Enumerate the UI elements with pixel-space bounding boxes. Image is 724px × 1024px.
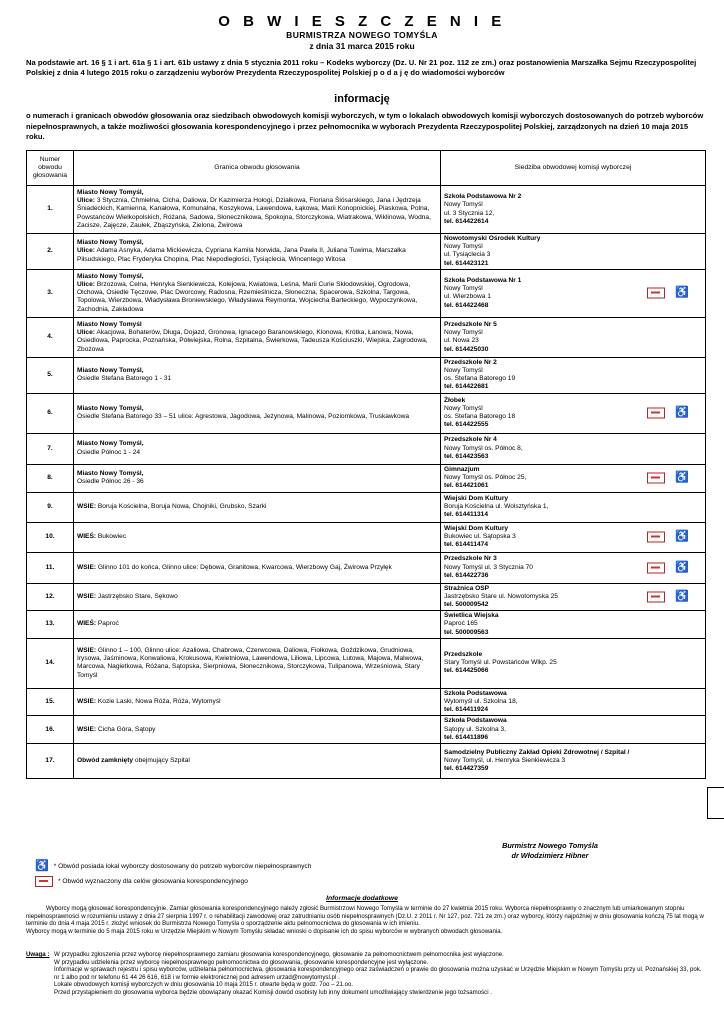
seat-name: Żłobek	[444, 396, 466, 404]
wheelchair-icon: ♿	[675, 530, 689, 543]
seat-address: os. Stefana Batorego 18	[444, 413, 516, 421]
seat-phone: tel. 614425030	[444, 345, 489, 353]
seat-address: Nowy Tomyśl	[444, 404, 483, 412]
district-streets: Cicha Góra, Sątopy	[97, 725, 156, 733]
district-boundary	[74, 638, 441, 688]
table-row	[27, 357, 706, 393]
seat-name: Strażnica OSP	[444, 584, 490, 592]
margin-tab	[707, 787, 724, 819]
seat-phone: tel. 614422681	[444, 383, 489, 391]
seat-name: Przedszkole	[444, 651, 483, 659]
commission-seat	[441, 186, 706, 234]
seat-phone: tel. 500009563	[444, 628, 489, 636]
district-boundary	[74, 464, 441, 492]
table-row	[27, 522, 706, 552]
district-streets: Boruja Kościelna, Boruja Nowa, Chojniki, Grubsko, Szarki	[97, 503, 267, 511]
seat-name: Przedszkole Nr 2	[444, 358, 497, 366]
seat-name: Szkoła Podstawowa Nr 2	[444, 193, 522, 201]
remarks-label: Uwaga :	[26, 951, 50, 958]
table-row	[27, 744, 706, 779]
district-number: 15.	[27, 688, 74, 716]
district-prefix: WSIE:	[77, 563, 97, 571]
commission-seat	[441, 552, 706, 583]
seat-address: Nowy Tomyśl	[444, 367, 483, 375]
remark-line: W przypadku zgłoszenia przez wyborcę niepełnosprawnego zamiaru głosowania korespondencyjnego, głosowanie za pełnomocnictwem pełnomocnika jest wyłączone.	[54, 951, 504, 958]
seat-phone: tel. 614422555	[444, 421, 489, 429]
seat-phone: tel. 614423121	[444, 259, 489, 267]
seat-address: Nowy Tomyśl	[444, 243, 483, 251]
seat-phone: tel. 614411896	[444, 733, 488, 741]
district-streets: Brzozowa, Celna, Henryka Sienkiewicza, Kolejowa, Kwiatowa, Leśna, Marii Curie Skłodowskiej, Ogrodowa, Olchowa, Osiedle Tęczowe, Plac Dworcowy, Radosna, Rzemieślnicza, Słoneczna, Spacerowa, Szkolna, Targowa, Topolowa, Wierzbowa, Władysława Broniewskiego, Władysława Reymonta, Wojciecha Barteckiego, Wypoczynkowa, Zachodnia, Zakładowa	[77, 281, 418, 313]
district-boundary	[74, 186, 441, 234]
district-number: 10.	[27, 522, 74, 552]
district-prefix: WSIE:	[77, 592, 97, 600]
district-streets: obejmujący Szpital	[134, 756, 190, 764]
seat-phone: tel. 614411924	[444, 706, 488, 714]
district-prefix: Obwód zamknięty	[77, 756, 134, 764]
legend-accessible	[35, 861, 311, 872]
seat-name: Gimnazjum	[444, 465, 480, 473]
commission-seat	[441, 357, 706, 393]
commission-seat	[441, 744, 706, 779]
district-town: Miasto Nowy Tomyśl,	[77, 440, 144, 448]
envelope-icon	[647, 288, 665, 299]
table-row	[27, 464, 706, 492]
district-boundary	[74, 744, 441, 779]
district-boundary	[74, 269, 441, 317]
seat-address: Nowy Tomyśl ul. 3 Stycznia 70	[444, 563, 533, 571]
district-streets: Akacjowa, Bohaterów, Długa, Dojazd, Gronowa, Ignacego Baranowskiego, Klonowa, Krótka, Łanowa, Nowa, Osiedlowa, Paprocka, Poznańska, Półwiejska, Rolna, Szpitalna, Świerkowa, Tadeusza Kościuszki, Wiejska, Zagrodowa, Zbożowa	[77, 329, 428, 353]
table-row	[27, 716, 706, 744]
seat-phone: tel. 614411314	[444, 511, 488, 519]
district-number: 14.	[27, 638, 74, 688]
commission-seat	[441, 522, 706, 552]
extra-info-p2: Wyborcy mogą w terminie do 5 maja 2015 roku w Urzędzie Miejskim w Nowym Tomyślu składać wnioski o dopisanie ich do spisu wyborców w wybranych obwodach głosowania.	[26, 927, 503, 935]
seat-phone: tel. 614427359	[444, 765, 489, 773]
table-row	[27, 492, 706, 522]
table-row	[27, 688, 706, 716]
commission-seat	[441, 688, 706, 716]
table-row	[27, 269, 706, 317]
extra-info-p1: Wyborcy mogą głosować korespondencyjnie. Zamiar głosowania korespondencyjnego należy zgłosić Burmistrzowi Nowego Tomyśla w terminie do 27 kwietnia 2015 roku. Wyborca niepełnosprawny o znacznym lub umiarkowanym stopniu niepełnosprawności w rozumieniu ustawy z dnia 27 sierpnia 1997 r. o rehabilitacji zawodowej oraz zatrudnianiu osób niepełnosprawnych (Dz.U. z 2011 r. Nr 127, poz. 721 ze zm.) oraz wyborcy, którzy najpóźniej w dniu głosowania kończą 75 lat mogą w terminie do dnia 4 maja 2015 r. złożyć wniosek do Burmistrza Nowego Tomyśla o sporządzenie aktu pełnomocnictwa do głosowania w ich imieniu.	[26, 905, 704, 928]
legal-preamble: Na podstawie art. 16 § 1 i art. 61a § 1 i art. 61b ustawy z dnia 5 stycznia 2011 roku – Kodeks wyborczy (Dz. U. Nr 21 poz. 112 ze zm.) oraz postanowienia Marszałka Sejmu Rzeczypospolitej Polskiej z dnia 4 lutego 2015 roku o zarządzeniu wyborów Prezydenta Rzeczypospolitej Polskiej p o d a j ę do wiadomości wyborców	[26, 58, 697, 77]
seat-address: ul. Nowa 23	[444, 337, 479, 345]
seat-name: Szkoła Podstawowa Nr 1	[444, 276, 522, 284]
seat-address: Nowy Tomyśl os. Północ 25,	[444, 474, 527, 482]
seat-name: Wiejski Dom Kultury	[444, 494, 509, 502]
legend-accessible-text: * Obwód posiada lokal wyborczy dostosowany do potrzeb wyborców niepełnosprawnych	[53, 863, 312, 870]
seat-name: Wiejski Dom Kultury	[444, 524, 509, 532]
table-row	[27, 234, 706, 270]
seat-name: Szkoła Podstawowa	[444, 717, 507, 725]
envelope-icon	[647, 562, 665, 573]
polling-districts-table	[26, 150, 706, 779]
table-row	[27, 317, 706, 357]
seat-icons	[647, 562, 689, 573]
district-town: Miasto Nowy Tomyśl	[77, 320, 142, 328]
intro-paragraph: o numerach i granicach obwodów głosowania oraz siedzibach obwodowych komisji wyborczych, w tym o lokalach obwodowych komisji wyborczych dostosowanych do potrzeb wyborców niepełnosprawnych, a także możliwości głosowania korespondencyjnego i przez pełnomocnika w wyborach Prezydenta Rzeczypospolitej Polskiej, zarządzonych na dzień 10 maja 2015 roku.	[26, 111, 704, 141]
seat-name: Samodzielny Publiczny Zakład Opieki Zdrowotnej / Szpital /	[444, 748, 630, 756]
district-streets: Kozie Laski, Nowa Róża, Róża, Wytomyśl	[97, 698, 221, 706]
header-seat: Siedziba obwodowej komisji wyborczej	[441, 151, 706, 186]
district-boundary	[74, 492, 441, 522]
district-prefix: Ulice:	[77, 197, 95, 205]
remark-line: Przed przystąpieniem do głosowania wyborca będzie obowiązany okazać Komisji dowód osobisty lub inny dokument umożliwiający stwierdzenie jego tożsamości .	[54, 988, 492, 996]
envelope-icon	[647, 408, 665, 419]
district-number: 13.	[27, 611, 74, 639]
legend-mail-text: * Obwód wyznaczony dla celów głosowania korespondencyjnego	[58, 878, 248, 885]
seat-phone: tel. 614422468	[444, 301, 489, 309]
seat-address: ul. Wierzbowa 1	[444, 293, 491, 301]
wheelchair-icon: ♿	[35, 860, 49, 872]
table-row	[27, 186, 706, 234]
seat-phone: tel. 614422736	[444, 571, 489, 579]
district-prefix: Ulice:	[77, 281, 95, 288]
signature-title: Burmistrz Nowego Tomyśla	[502, 841, 598, 850]
district-boundary	[74, 583, 441, 611]
seat-address: ul. Tysiąclecia 3	[444, 251, 491, 259]
commission-seat	[441, 583, 706, 611]
district-number: 12.	[27, 583, 74, 611]
remark-line: W przypadku udzielenia przez wyborcę niepełnosprawnego pełnomocnictwa do głosowania, głosowanie korespondencyjne jest wyłączone.	[54, 958, 429, 966]
seat-address: Nowy Tomyśl os. Północ 8,	[444, 444, 523, 452]
notice-date: z dnia 31 marca 2015 roku	[309, 41, 415, 51]
extra-info-title: Informacje dodatkowe	[326, 895, 398, 902]
notice-title: O B W I E S Z C Z E N I E	[218, 13, 506, 30]
district-streets: Bukowiec	[97, 533, 127, 541]
district-number: 3.	[27, 269, 74, 317]
district-boundary	[74, 317, 441, 357]
district-town: Miasto Nowy Tomyśl,	[77, 367, 144, 375]
district-town: Miasto Nowy Tomyśl,	[77, 404, 144, 412]
header-number: Numer obwodu głosowania	[27, 151, 74, 186]
seat-address: Nowy Tomyśl, ul. Henryka Sienkiewicza 3	[444, 756, 566, 764]
seat-icons	[647, 288, 689, 299]
remarks	[26, 951, 706, 997]
commission-seat	[441, 716, 706, 744]
commission-seat	[441, 638, 706, 688]
seat-name: Szkoła Podstawowa	[444, 689, 507, 697]
district-streets: Osiedle Stefana Batorego 33 – 51 ulice: Agrestowa, Jagodowa, Jeżynowa, Malinowa, Poziomkowa, Truskawkowa	[77, 413, 410, 421]
district-number: 11.	[27, 552, 74, 583]
district-prefix: WIEŚ:	[77, 533, 97, 541]
district-streets: Adama Asnyka, Adama Mickiewicza, Cypriana Kamila Norwida, Jana Pawła II, Juliana Tuwima, Marszałka Piłsudskiego, Plac Fryderyka Chopina, Plac Niepodległości, Tysiąclecia, Wincentego Witosa	[77, 247, 406, 263]
district-number: 4.	[27, 317, 74, 357]
commission-seat	[441, 393, 706, 433]
district-streets: Osiedle Północ 1 - 24	[77, 448, 141, 456]
seat-address: ul. 3 Stycznia 12,	[444, 209, 495, 217]
table-row	[27, 638, 706, 688]
wheelchair-icon: ♿	[675, 406, 689, 419]
seat-phone: tel. 614425066	[444, 667, 489, 675]
district-number: 5.	[27, 357, 74, 393]
info-heading: informację	[334, 93, 390, 105]
district-boundary	[74, 234, 441, 270]
district-streets: Glinno 1 – 100, Glinno ulice: Azaliowa, Chabrowa, Czerwcowa, Daliowa, Fiołkowa, Goździkowa, Grudniowa, Irysowa, Jaśminowa, Konwaliowa, Krokusowa, Kwietniowa, Lawendowa, Liliowa, Lipcowa, Lutowa, Majowa, Malwowa, Marcowa, Nagietkowa, Różana, Sątopska, Sierpniowa, Słonecznikowa, Storczykowa, Tulipanowa, Wrześniowa, Stary Tomyśl	[77, 646, 424, 679]
district-streets: Glinno 101 do końca, Glinno ulice: Dębowa, Granitowa, Kwarcowa, Wierzbowy Gaj, Żwirowa Przyłęk	[97, 563, 392, 571]
seat-name: Świetlica Wiejska	[444, 612, 499, 620]
wheelchair-icon: ♿	[675, 286, 689, 299]
district-town: Miasto Nowy Tomyśl,	[77, 239, 144, 247]
wheelchair-icon: ♿	[675, 590, 689, 603]
district-town: Miasto Nowy Tomyśl,	[77, 469, 144, 477]
district-boundary	[74, 433, 441, 464]
signature-name: dr Włodzimierz Hibner	[511, 850, 589, 860]
seat-address: Nowy Tomyśl	[444, 285, 483, 293]
commission-seat	[441, 611, 706, 639]
table-body	[27, 186, 706, 779]
district-streets: 3 Stycznia, Chmielna, Cicha, Daliowa, Dr Kazimierza Hołogi, Działkowa, Floriana Ślósarskiego, Jana i Jędrzeja Śniadeckich, Kamienna, Kanałowa, Komunalna, Koszykowa, Lawendowa, Łąkowa, Marii Konopnickiej, Piaskowa, Polna, Powstańców Wielkopolskich, Różana, Sadowa, Słonecznikowa, Spokojna, Storczykowa, Wiatrakowa, Wiklinowa, Wodna, Zacisze, Zajęcze, Zaułek, Zbąszyńska, Zielona, Żwirowa	[77, 197, 431, 229]
seat-address: Stary Tomyśl ul. Powstańców Wlkp. 25	[444, 659, 557, 667]
table-row	[27, 583, 706, 611]
signature	[470, 841, 630, 860]
district-number: 9.	[27, 492, 74, 522]
district-town: Miasto Nowy Tomyśl,	[77, 272, 144, 280]
district-number: 2.	[27, 234, 74, 270]
district-number: 8.	[27, 464, 74, 492]
seat-phone: tel. 614422614	[444, 217, 489, 225]
commission-seat	[441, 464, 706, 492]
table-row	[27, 611, 706, 639]
district-streets: Osiedle Stefana Batorego 1 - 31	[77, 375, 172, 383]
district-boundary	[74, 393, 441, 433]
envelope-icon	[647, 532, 665, 543]
table-header-row	[27, 151, 706, 186]
seat-name: Nowotomyski Ośrodek Kultury	[444, 235, 541, 242]
extra-info	[26, 905, 706, 935]
district-number: 7.	[27, 433, 74, 464]
seat-phone: tel. 500009542	[444, 601, 489, 609]
seat-name: Przedszkole Nr 5	[444, 320, 497, 328]
seat-icons	[647, 532, 689, 543]
district-boundary	[74, 522, 441, 552]
envelope-icon	[647, 591, 665, 602]
seat-phone: tel. 614411474	[444, 541, 488, 549]
wheelchair-icon: ♿	[675, 471, 689, 484]
table-row	[27, 433, 706, 464]
seat-icons	[647, 591, 689, 602]
commission-seat	[441, 269, 706, 317]
district-streets: Osiedle Północ 26 - 36	[77, 478, 144, 486]
district-prefix: WSIE:	[77, 698, 97, 706]
commission-seat	[441, 492, 706, 522]
district-number: 17.	[27, 744, 74, 779]
seat-address: Boruja Kościelna ul. Wolsztyńska 1,	[444, 503, 549, 511]
district-town: Miasto Nowy Tomyśl,	[77, 188, 144, 196]
seat-address: Nowy Tomyśl	[444, 329, 483, 337]
commission-seat	[441, 433, 706, 464]
seat-name: Przedszkole Nr 4	[444, 436, 497, 444]
header-boundary: Granica obwodu głosowania	[74, 151, 441, 186]
district-boundary	[74, 611, 441, 639]
district-prefix: WIEŚ:	[77, 620, 97, 628]
seat-phone: tel. 614421061	[444, 482, 489, 490]
district-number: 6.	[27, 393, 74, 433]
seat-address: Sątopy ul. Szkolna 3,	[444, 725, 506, 733]
district-prefix: Ulice:	[77, 329, 95, 337]
remark-line: Lokale obwodowych komisji wyborczych w dniu głosowania 10 maja 2015 r. otwarte będą w godz. 7oo – 21.oo.	[54, 981, 354, 989]
notice-issuer: BURMISTRZA NOWEGO TOMYŚLA	[286, 30, 438, 40]
seat-address: Wytomyśl ul. Szkolna 18,	[444, 698, 518, 706]
seat-address: Jastrzębsko Stare ul. Nowotomyska 25	[444, 592, 558, 600]
district-prefix: WSIE:	[77, 646, 97, 654]
district-boundary	[74, 716, 441, 744]
table-row	[27, 552, 706, 583]
seat-address: Paproć 165	[444, 620, 478, 628]
seat-address: Bukowiec ul. Sątopska 3	[444, 533, 516, 541]
district-prefix: WSIE:	[77, 725, 97, 733]
seat-phone: tel. 614423563	[444, 452, 489, 460]
district-boundary	[74, 552, 441, 583]
seat-address: Nowy Tomyśl	[444, 201, 483, 209]
seat-address: os. Stefana Batorego 19	[444, 375, 516, 383]
wheelchair-icon: ♿	[675, 561, 689, 574]
table-row	[27, 393, 706, 433]
district-streets: Paproć	[97, 620, 119, 628]
legend-mail	[35, 876, 248, 887]
district-number: 1.	[27, 186, 74, 234]
district-streets: Jastrzębsko Stare, Sękowo	[97, 592, 178, 600]
envelope-icon	[647, 473, 665, 484]
remark-line: Informacje w sprawach rejestru i spisu wyborców, udzielania pełnomocnictwa, głosowania korespondencyjnego oraz zaświadczeń o prawie do głosowania można uzyskać w Urzędzie Miejskim w Nowym Tomyślu przy ul. Poznańskiej 33, pok. nr 1 albo pod nr telefonu 61 44 26 616, 618 i w formie elektronicznej pod adresem urzad@nowytomysl.pl .	[54, 966, 702, 981]
district-boundary	[74, 357, 441, 393]
district-prefix: WSIE:	[77, 503, 97, 511]
commission-seat	[441, 317, 706, 357]
envelope-icon	[35, 876, 53, 887]
commission-seat	[441, 234, 706, 270]
seat-icons	[647, 408, 689, 419]
district-boundary	[74, 688, 441, 716]
seat-name: Przedszkole Nr 3	[444, 555, 497, 563]
district-prefix: Ulice:	[77, 247, 95, 255]
district-number: 16.	[27, 716, 74, 744]
seat-icons	[647, 473, 689, 484]
